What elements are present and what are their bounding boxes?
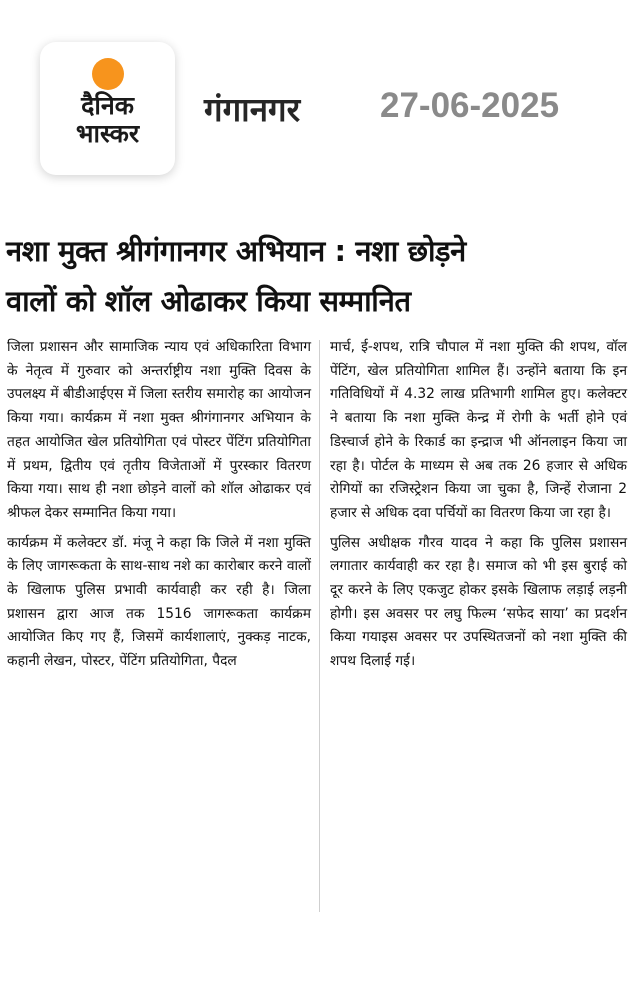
article-column-right [330,336,627,680]
column-divider [319,340,320,912]
headline-line-2: वालों को शॉल ओढाकर किया सम्मानित [6,284,411,318]
headline-line-1: नशा मुक्त श्रीगंगानगर अभियान : नशा छोड़ने [6,234,466,268]
article-column-left [7,336,311,680]
edition-date: 27-06-2025 [380,86,560,125]
article-paragraph: जिला प्रशासन और सामाजिक न्याय एवं अधिकारिता विभाग के नेतृत्व में गुरुवार को अन्तर्राष्ट्रीय नशा मुक्ति दिवस के उपलक्ष्य में बीडीआईएस में जिला स्तरीय समारोह का आयोजन किया गया। कार्यक्रम में नशा मुक्त श्रीगंगानगर अभियान के तहत आयोजित खेल प्रतियोगिता एवं पोस्टर पेंटिंग प्रतियोगिता में प्रथम, द्वितीय एवं तृतीय विजेताओं में पुरस्कार वितरण किया गया। साथ ही नशा छोड़ने वालों को शॉल ओढाकर एवं श्रीफल देकर सम्मानित किया गया। [7,339,311,521]
article-headline [6,226,636,326]
logo-text-bhaskar: भास्कर [75,119,140,148]
dainik-bhaskar-logo [40,42,175,175]
article-paragraph: पुलिस अधीक्षक गौरव यादव ने कहा कि पुलिस प्रशासन लगातार कार्यवाही कर रहा है। समाज को भी इस बुराई को दूर करने के लिए एकजुट होकर इसके खिलाफ लड़ाई लड़नी होगी। इस अवसर पर लघु फिल्म ‘सफेद साया’ का प्रदर्शन किया गयाइस अवसर पर उपस्थितजनों को नशा मुक्ति की शपथ दिलाई गई। [330,534,627,670]
sun-icon [92,58,124,90]
article-paragraph: मार्च, ई-शपथ, रात्रि चौपाल में नशा मुक्ति की शपथ, वॉल पेंटिंग, खेल प्रतियोगिता शामिल हैं। उन्होंने बताया कि इन गतिविधियों में 4.32 लाख प्रतिभागी शामिल हुए। कलेक्टर ने बताया कि नशा मुक्ति केन्द्र में रोगी के भर्ती होने एवं डिस्चार्ज होने के रिकार्ड का इन्द्राज भी ऑनलाइन किया जा रहा है। पोर्टल के माध्यम से अब तक 26 हजार से अधिक रोगियों का रजिस्ट्रेशन किया जा चुका है, जिन्हें रोजाना 2 हजार से अधिक दवा पर्चियों का वितरण किया जा रहा है। [330,339,627,521]
article-paragraph: कार्यक्रम में कलेक्टर डॉ. मंजू ने कहा कि जिले में नशा मुक्ति के लिए जागरूकता के साथ-साथ नशे का कारोबार करने वालों के खिलाफ पुलिस प्रभावी कार्यवाही कर रही है। जिला प्रशासन द्वारा आज तक 1516 जागरूकता कार्यक्रम आयोजित किए गए हैं, जिसमें कार्यशालाएं, नुक्कड़ नाटक, कहानी लेखन, पोस्टर, पेंटिंग प्रतियोगिता, पैदल [7,534,311,670]
edition-city: गंगानगर [204,90,301,129]
logo-text-dainik: दैनिक [81,91,134,120]
